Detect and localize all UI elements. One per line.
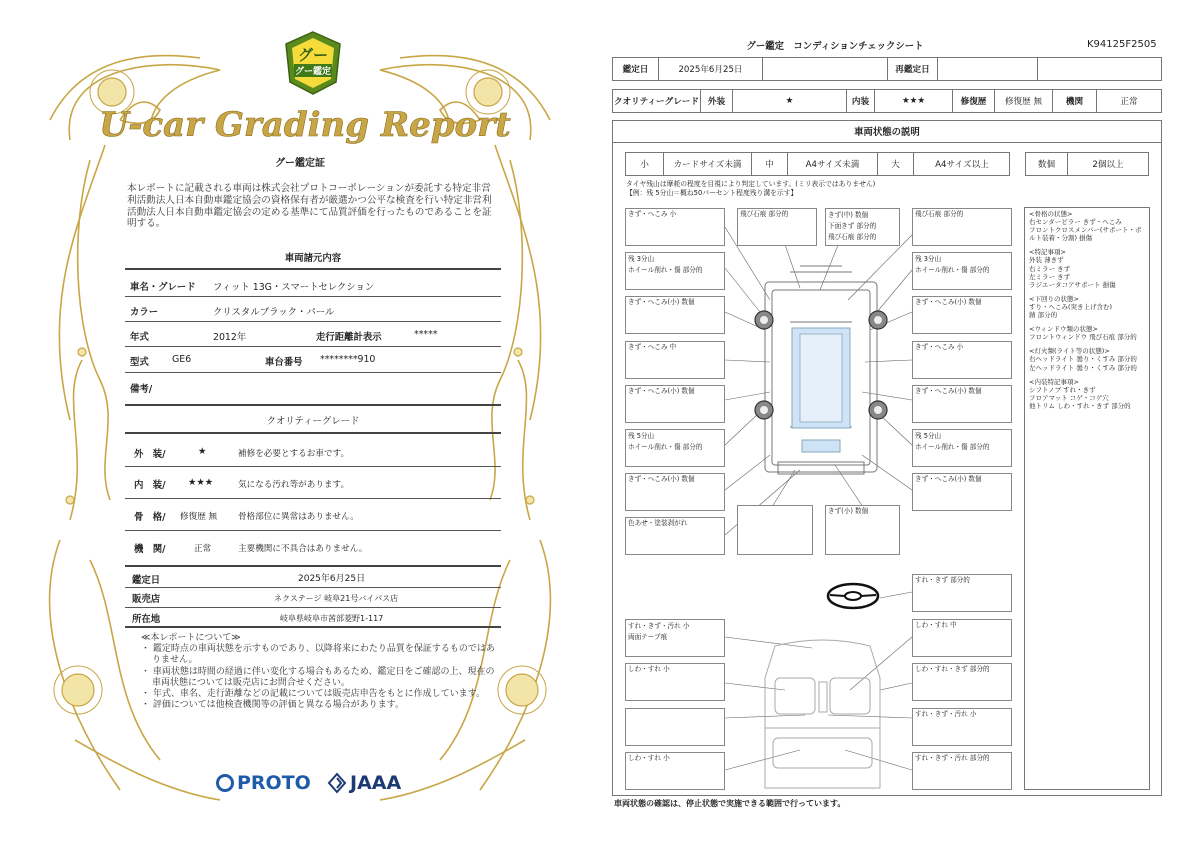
- summary-group: [1029, 248, 1145, 288]
- damage-note-text: 飛び石痕 部分的: [828, 233, 877, 241]
- address-value: 岐阜県岐阜市茜部菱野1-117: [280, 614, 384, 623]
- divider: [125, 321, 501, 322]
- interior-note: [625, 752, 725, 790]
- report-notes: [141, 633, 496, 711]
- divider: [125, 268, 501, 270]
- proto-logo: [216, 772, 311, 794]
- engine-label: 機 関/: [134, 544, 166, 555]
- tire-note-line: 【例：残 5分山＝概ね50パーセント程度残り溝を示す】: [626, 189, 798, 197]
- summary-item: 右ミラー きず: [1029, 264, 1071, 273]
- svg-text:グー: グー: [297, 46, 329, 64]
- doc-title: グー鑑定証: [275, 158, 325, 169]
- damage-note-text: きず・へこみ 小: [915, 343, 964, 351]
- summary-item: シフトノブ すれ・きず: [1029, 385, 1096, 394]
- divider: [125, 432, 501, 434]
- summary-item: 左ヘッドライト 曇り・くすみ 部分的: [1029, 363, 1137, 372]
- year-value: 2012年: [213, 332, 247, 343]
- tire-note-line: タイヤ残山は摩耗の程度を目視により判定しています。(ミリ表示ではありません): [626, 180, 876, 188]
- damage-note-text: 残 5分山: [915, 432, 942, 440]
- summary-item: フロントクロスメンバー(サポート・ボルト装着・分割) 損傷: [1029, 226, 1142, 243]
- summary-group: [1029, 347, 1145, 371]
- damage-note-text: ホイール削れ・傷 部分的: [915, 266, 990, 274]
- damage-note: [912, 208, 1012, 246]
- damage-note-text: 飛び石痕 部分的: [740, 210, 789, 218]
- damage-note: [912, 341, 1012, 379]
- damage-note-text: きず・へこみ 小: [628, 210, 677, 218]
- interior-note: [625, 619, 725, 657]
- interior-note-text: すれ・きず・汚れ 小: [915, 710, 977, 718]
- frame-desc: 骨格部位に異常はありません。: [238, 512, 359, 522]
- summary-heading: <下回りの状態>: [1029, 294, 1079, 303]
- spec-heading: 車両諸元内容: [284, 253, 342, 264]
- frame-label: 骨 格/: [134, 512, 166, 523]
- summary-item: すり・へこみ(突き上げ含む): [1029, 302, 1113, 311]
- damage-note-text: 飛び石痕 部分的: [915, 210, 964, 218]
- note-item: ・ 車両状態は時間の経過に伴い変化する場合もあるため、鑑定日をご確認の上、現在の車両状態については販売店にお問合せください。: [141, 666, 495, 688]
- summary-item: 錆 部分的: [1029, 311, 1058, 320]
- divider: [125, 626, 501, 628]
- jaaa-logo: [328, 772, 401, 794]
- interior-note-text: しわ・すれ・きず 部分的: [915, 665, 990, 673]
- damage-note-text: ホイール削れ・傷 部分的: [628, 266, 703, 274]
- notes-title: ≪本レポートについて≫: [141, 633, 241, 643]
- interior-note-text: しわ・すれ 小: [628, 754, 670, 762]
- divider: [125, 346, 501, 347]
- divider: [125, 587, 501, 588]
- damage-note: [912, 296, 1012, 334]
- shop-label: 販売店: [132, 594, 161, 605]
- quality-heading: クオリティーグレード: [266, 416, 360, 427]
- condition-summary: [1024, 207, 1150, 790]
- damage-note: [625, 385, 725, 423]
- proto-logo-text: PROTO: [237, 772, 311, 794]
- note-item: ・ 鑑定時点の車両状態を示すものであり、以降将来にわたり品質を保証するものではありません。: [141, 644, 495, 666]
- car-top-view-icon: [760, 262, 885, 487]
- remarks-label: 備考/: [130, 384, 153, 395]
- badge-text: グー鑑定: [294, 67, 332, 77]
- int-value: ★★★: [875, 90, 953, 112]
- qg-label: クオリティーグレード: [613, 90, 701, 112]
- damage-note-text: 残 3分山: [628, 255, 655, 263]
- appraisal-date-label: 鑑定日: [132, 575, 161, 586]
- steering-wheel-icon: [826, 582, 880, 610]
- engine-label: 機関: [1053, 90, 1097, 112]
- interior-note-text: しわ・すれ 小: [628, 665, 670, 673]
- interior-note-text: すれ・きず・汚れ 部分的: [915, 754, 990, 762]
- year-label: 年式: [130, 332, 149, 343]
- summary-item: フロントウィンドウ 飛び石痕 部分的: [1029, 333, 1137, 342]
- damage-note: [625, 296, 725, 334]
- damage-note: [825, 505, 900, 555]
- interior-note: [912, 708, 1012, 746]
- shop-value: ネクステージ 岐阜21号バイパス店: [274, 594, 399, 603]
- damage-note-text: きず・へこみ(小) 数個: [628, 387, 695, 395]
- legend-small: 小: [626, 153, 664, 175]
- interior-grade: ★★★: [188, 477, 214, 488]
- damage-note: [825, 208, 900, 246]
- name-label: 車名・グレード: [130, 282, 196, 293]
- summary-heading: <ウィンドウ類の状態>: [1029, 325, 1099, 334]
- section-title: 車両状態の説明: [612, 120, 1162, 143]
- frame-grade: 修復歴 無: [180, 512, 218, 522]
- jaaa-mark-icon: [328, 773, 346, 793]
- interior-note-text: 両面テープ痕: [628, 633, 668, 641]
- reappraisal-label: 再鑑定日: [888, 58, 938, 80]
- engine-grade: 正常: [194, 544, 212, 554]
- exterior-label: 外 装/: [134, 449, 166, 460]
- damage-note-text: きず・へこみ 中: [628, 343, 677, 351]
- divider: [125, 498, 501, 499]
- exterior-grade: ★: [198, 446, 207, 457]
- model-label: 型式: [130, 357, 149, 368]
- summary-item: フロアマット コゲ・コゲ穴: [1029, 393, 1109, 402]
- legend-large: 大: [878, 153, 914, 175]
- note-item: ・ 年式、車名、走行距離などの記載については販売店申告をもとに作成しています。: [141, 689, 485, 700]
- damage-note: [625, 252, 725, 290]
- legend-large-desc: A4サイズ以上: [935, 160, 989, 170]
- summary-item: ラジエータコアサポート 損傷: [1029, 280, 1116, 289]
- damage-note: [625, 429, 725, 467]
- repair-label: 修復歴: [953, 90, 995, 112]
- interior-note-text: しわ・すれ 中: [915, 621, 957, 629]
- damage-note-text: きず・へこみ(小) 数個: [915, 387, 982, 395]
- color-value: クリスタルブラック・パール: [213, 307, 335, 318]
- divider: [125, 607, 501, 608]
- damage-note: [737, 208, 817, 246]
- damage-note: [912, 473, 1012, 511]
- date-label: 鑑定日: [613, 58, 659, 80]
- interior-note-text: すれ・きず 部分的: [915, 576, 970, 584]
- summary-group: [1029, 295, 1145, 319]
- car-interior-view-icon: [755, 638, 890, 798]
- summary-group: [1029, 210, 1145, 242]
- damage-note-blank: [737, 505, 813, 555]
- ext-value: ★: [733, 90, 847, 112]
- damage-note: [912, 385, 1012, 423]
- exterior-desc: 補修を必要とするお車です。: [238, 449, 350, 459]
- damage-note-text: きず・へこみ(小) 数個: [628, 475, 695, 483]
- certification-text: 本レポートに記載される車両は株式会社プロトコーポレーションが委託する特定非営利活動法人日本自動車鑑定協会の資格保有者が厳選かつ公平な検査を行い特定非営利活動法人日本自動車鑑定協会の定める基準にて品質評価を行ったものであることを証明する。: [127, 183, 492, 230]
- color-label: カラー: [130, 307, 159, 318]
- summary-item: 右ヘッドライト 曇り・くすみ 部分的: [1029, 355, 1137, 364]
- model-value: GE6: [172, 354, 192, 365]
- damage-note-text: きず・へこみ(小) 数個: [628, 298, 695, 306]
- summary-heading: <特記事項>: [1029, 248, 1066, 257]
- sheet-title: グー鑑定 コンディションチェックシート: [746, 41, 924, 52]
- damage-note: [625, 341, 725, 379]
- chassis-value: ********910: [320, 354, 376, 365]
- doc-id: K94125F2505: [1087, 39, 1157, 50]
- damage-note-text: きず・へこみ(小) 数個: [915, 298, 982, 306]
- interior-note: [912, 752, 1012, 790]
- interior-note-text: すれ・きず・汚れ 小: [628, 622, 690, 630]
- summary-item: 右センターピラー きず・へこみ: [1029, 218, 1122, 227]
- chassis-label: 車台番号: [265, 357, 303, 368]
- legend-mid: 中: [752, 153, 788, 175]
- interior-desc: 気になる汚れ等があります。: [238, 480, 350, 490]
- divider: [125, 466, 501, 467]
- interior-note: [625, 663, 725, 701]
- date-value: 2025年6月25日: [659, 58, 763, 80]
- goo-kantei-badge-icon: [282, 30, 344, 96]
- summary-heading: <骨格の状態>: [1029, 210, 1073, 218]
- name-value: フィット 13G・スマートセレクション: [213, 282, 375, 293]
- damage-note-text: ホイール削れ・傷 部分的: [628, 443, 703, 451]
- int-label: 内装: [847, 90, 875, 112]
- divider: [125, 530, 501, 531]
- repair-value: 修復歴 無: [995, 90, 1053, 112]
- damage-note-text: きず(小) 数個: [828, 507, 869, 515]
- summary-item: 左ミラー きず: [1029, 272, 1071, 281]
- summary-group: [1029, 378, 1145, 410]
- note-item: ・ 評価については他検査機関等の評価と異なる場合があります。: [141, 700, 404, 711]
- damage-note-text: きず(中) 数個: [828, 211, 869, 219]
- jaaa-logo-text: JAAA: [350, 772, 402, 794]
- proto-mark-icon: [216, 774, 234, 792]
- legend-small-desc: カードサイズ未満: [664, 153, 752, 175]
- script-title: [99, 96, 511, 152]
- summary-item: 外装 薄きず: [1029, 256, 1064, 265]
- damage-note: [625, 473, 725, 511]
- damage-note-text: 色あせ・塗装剥がれ: [628, 519, 688, 527]
- summary-item: 他トリム しわ・すれ・きず 部分的: [1029, 401, 1131, 410]
- damage-note: [912, 429, 1012, 467]
- address-label: 所在地: [132, 614, 161, 625]
- interior-note-blank: [625, 708, 725, 746]
- odometer-label: 走行距離計表示: [316, 332, 382, 343]
- summary-group: [1029, 325, 1145, 341]
- script-title-text: U-car Grading Report: [99, 105, 511, 145]
- summary-heading: <灯火類(ライト等の状態)>: [1029, 347, 1110, 356]
- odometer-value: *****: [414, 329, 438, 340]
- interior-label: 内 装/: [134, 480, 166, 491]
- interior-note: [912, 574, 1012, 612]
- interior-note: [912, 663, 1012, 701]
- damage-note-text: 下面きず 部分的: [828, 222, 877, 230]
- engine-value: 正常: [1120, 97, 1138, 107]
- appraisal-date-value: 2025年6月25日: [298, 574, 366, 584]
- legend-count: 数個: [1026, 153, 1068, 175]
- damage-note-text: ホイール削れ・傷 部分的: [915, 443, 990, 451]
- damage-note: [625, 517, 725, 555]
- footer-note: 車両状態の確認は、停止状態で実施できる範囲で行っています。: [614, 799, 846, 808]
- divider: [125, 296, 501, 297]
- damage-note-text: きず・へこみ(小) 数個: [915, 475, 982, 483]
- divider: [125, 565, 501, 567]
- damage-note-text: 残 3分山: [915, 255, 942, 263]
- damage-note: [912, 252, 1012, 290]
- divider: [125, 404, 501, 406]
- interior-note: [912, 619, 1012, 657]
- legend-mid-desc: A4サイズ未満: [788, 153, 878, 175]
- engine-desc: 主要機関に不具合はありません。: [238, 544, 368, 554]
- legend-count-desc: 2個以上: [1092, 160, 1124, 170]
- condition-check-sheet: [600, 0, 1200, 848]
- damage-note: [625, 208, 725, 246]
- ext-label: 外装: [701, 90, 733, 112]
- summary-heading: <内装特記事項>: [1029, 377, 1079, 386]
- divider: [125, 372, 501, 373]
- damage-note-text: 残 5分山: [628, 432, 655, 440]
